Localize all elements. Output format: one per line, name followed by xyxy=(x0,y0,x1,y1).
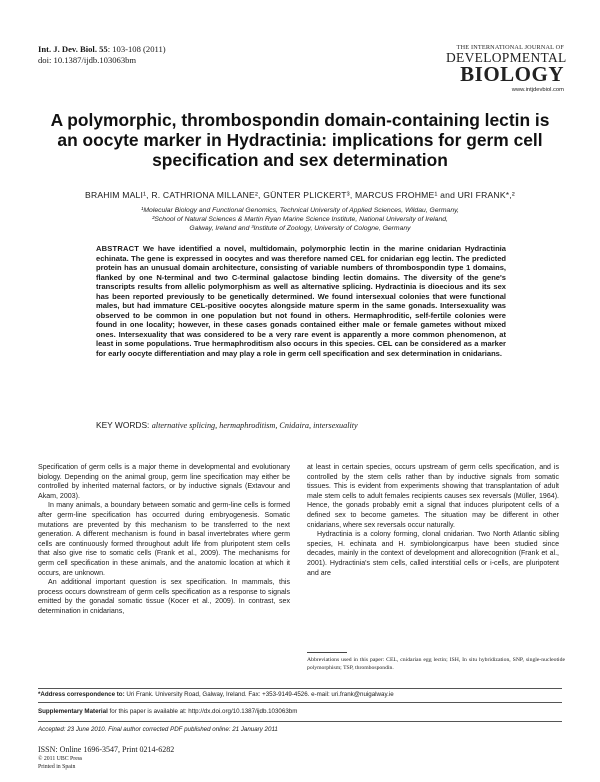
paragraph: at least in certain species, occurs upstream of germ cells specification, and is controlled by the stem cells rather than by inductive signals from somatic tissues. This is evident from experiments showing that transplantation of adult male stem cells to adult females recipients causes sex reversals (Müller, 1964). Hence, the gonads probably emit a signal that induces pluripotent cells of a defined sex to become gametes. The situation may be different in other cnidarians, where sex reversals occur naturally. xyxy=(307,464,559,529)
body-column-left xyxy=(38,463,290,617)
doi[interactable]: doi: 10.1387/ijdb.103063bm xyxy=(38,55,137,65)
journal-name: Int. J. Dev. Biol. xyxy=(38,44,97,54)
supplementary-text[interactable]: for this paper is available at: http://dx.doi.org/10.1387/ijdb.103063bm xyxy=(109,708,298,715)
affiliations xyxy=(60,206,540,234)
journal-logo xyxy=(446,44,567,93)
correspondence-text: Uri Frank. University Road, Galway, Ireland. Fax: +353-9149-4526. e-mail: uri.frank@nuigalway.ie xyxy=(126,691,394,698)
paragraph: Specification of germ cells is a major theme in developmental and evolutionary biology. Depending on the animal group, germ line specification may either be controlled by inherited maternal factors, or by inductive signals (Extavour and Akam, 2003). xyxy=(38,464,290,500)
divider xyxy=(38,702,562,703)
journal-volume: 55 xyxy=(99,44,108,54)
abstract-label: ABSTRACT xyxy=(96,244,140,253)
supplementary-label: Supplementary Material xyxy=(38,708,108,715)
correspondence xyxy=(38,691,568,699)
logo-line-2: DEVELOPMENTAL xyxy=(446,50,567,65)
authors: BRAHIM MALI¹, R. CATHRIONA MILLANE², GÜNTER PLICKERT³, MARCUS FROHME¹ and URI FRANK*,² xyxy=(85,190,515,200)
citation xyxy=(38,44,166,66)
keywords-label: KEY WORDS: xyxy=(96,420,150,430)
affiliation-line: ²School of Natural Sciences & Martin Ryan Marine Science Institute, National University of Ireland, xyxy=(152,216,448,224)
abstract-text: We have identified a novel, multidomain, polymorphic lectin in the marine cnidarian Hydractinia echinata. The gene is expressed in oocytes and was therefore named CEL for cnidarian egg lectin. The predicted protein has an unusual domain architecture, consisting of variable numbers of thrombospondin type 1 domains, flanked by one N-terminal and two C-terminal galactose binding lectin domains. The diversity of the gene's transcripts results from allelic polymorphism as well as alternative splicing. Hydractinia is dioecious and its sex has been reported previously to be genetically determined. We found intersexual colonies that were functional males, but had immature CEL-positive oocytes alongside mature sperm in the same gonads. Intersexuality was observed to be common in one population but not found in others. Hermaphroditic, self-fertile colonies were found in one locality; however, in these cases gonads contained either male or female gametes without mixed ones. Intersexuality that was considered to be a very rare event is apparently a more common phenomenon, at least in some populations. True hermaphroditism also occurs in this species. CEL can be considered as a marker for early oocyte differentiation and may play a role in germ cell specification and sex determination in cnidarians. xyxy=(96,244,506,358)
body-column-right xyxy=(307,463,559,578)
keywords-text: alternative splicing, hermaphroditism, Cnidaira, intersexuality xyxy=(151,421,358,430)
correspondence-label: *Address correspondence to: xyxy=(38,691,125,698)
supplementary-material xyxy=(38,708,568,716)
journal-url[interactable]: www.intjdevbiol.com xyxy=(511,87,564,93)
affiliation-line: Galway, Ireland and ³Institute of Zoology, University of Cologne, Germany xyxy=(189,225,411,233)
issn: ISSN: Online 1696-3547, Print 0214-6282 xyxy=(38,745,175,754)
abstract xyxy=(96,244,506,358)
article-title: A polymorphic, thrombospondin domain-containing lectin is an oocyte marker in Hydractinia: implications for germ cell specification and sex determination xyxy=(50,110,550,170)
divider xyxy=(38,688,562,689)
paragraph: An additional important question is sex specification. In mammals, this process occurs downstream of germ cells specification as a response to signals emitted by the gonadal somatic tissue (Kocer et al., 2009). In contrast, sex determination in cnidarians, xyxy=(38,579,290,615)
abbreviations-footnote: Abbreviations used in this paper: CEL, cnidarian egg lectin; ISH, In situ hybridization, SNP, single-nucleotide polymorphism; TSP, thrombospondin. xyxy=(307,657,565,671)
affiliation-line: ¹Molecular Biology and Functional Genomics, Technical University of Applied Sciences, Wildau, Germany, xyxy=(141,207,459,214)
divider xyxy=(38,721,562,722)
keywords xyxy=(96,420,506,430)
dates: Accepted: 23 June 2010. Final author corrected PDF published online: 21 January 2011 xyxy=(38,726,278,733)
footnote-divider xyxy=(307,652,347,653)
paragraph: In many animals, a boundary between somatic and germ-line cells is formed after germ-line specification has occurred during embryogenesis. Somatic mutations are prevented by this mechanism to be transferred to the next generation. A different mechanism is found in basal invertebrates where germ cells are continuously formed throughout adult life from pluripotent stem cells that also give rise to somatic cells (Frank et al., 2009). The mechanisms for germ cell specification in these animals, and the anatomic location at which it occurs, are unknown. xyxy=(38,502,290,577)
logo-line-1: THE INTERNATIONAL JOURNAL OF xyxy=(456,44,564,51)
printed-in: Printed in Spain xyxy=(38,764,76,770)
journal-pages: : 103-108 (2011) xyxy=(107,44,166,54)
logo-line-3: BIOLOGY xyxy=(460,62,564,86)
paragraph: Hydractinia is a colony forming, clonal cnidarian. Two North Atlantic sibling species, H. echinata and H. symbiolongicarpus have been studied since decades, mainly in the context of development and allorecognition (Frank et al., 2001). Hydractinia's stem cells, called interstitial cells or i-cells, are pluripotent and are xyxy=(307,531,559,577)
copyright: © 2011 UBC Press xyxy=(38,756,83,762)
